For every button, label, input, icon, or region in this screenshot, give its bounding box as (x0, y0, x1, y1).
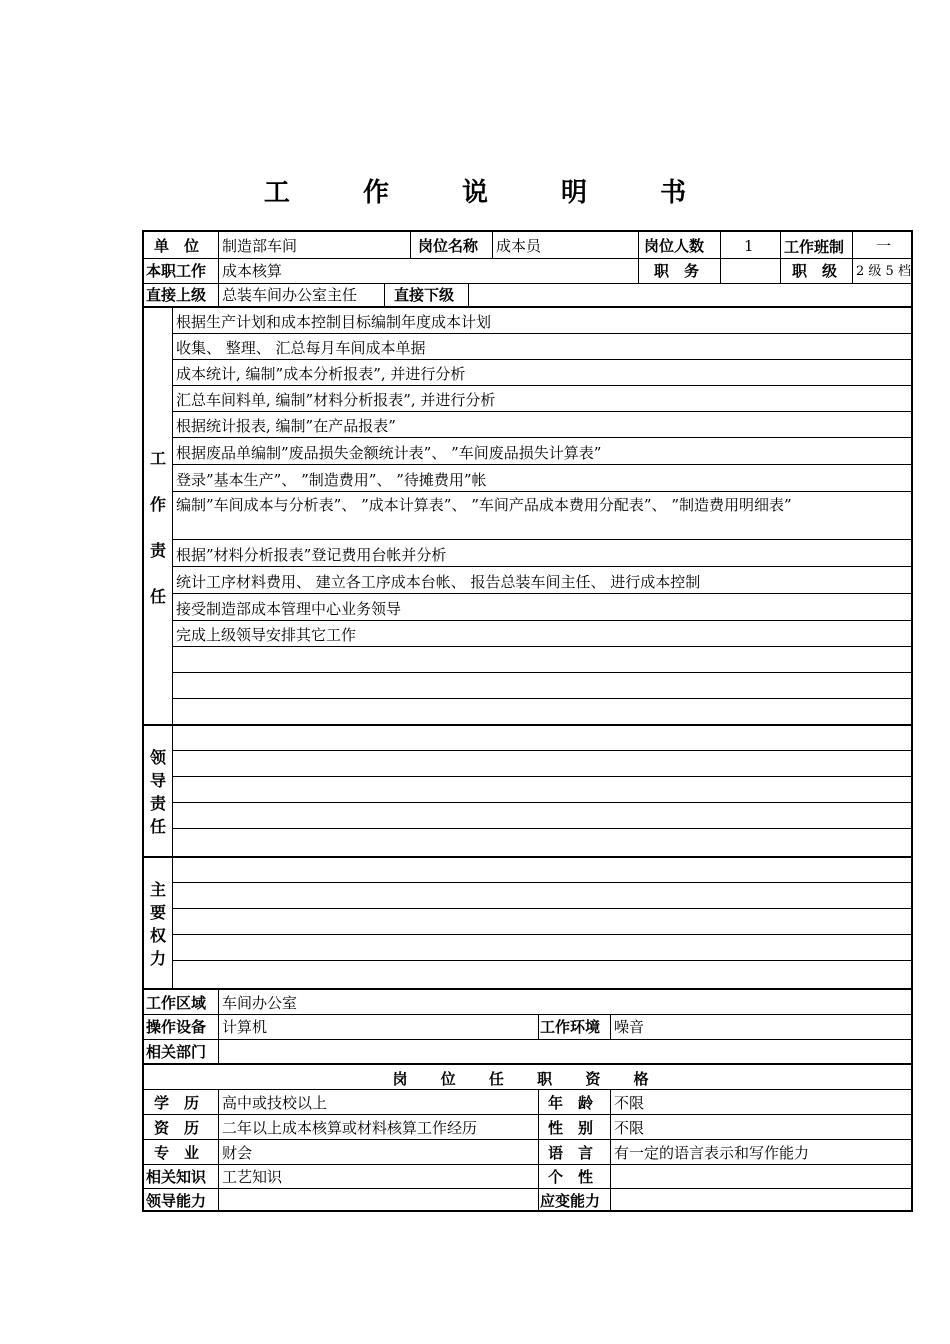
personality-label: 个 性 (548, 1168, 594, 1186)
job-value: 成本核算 (222, 262, 283, 280)
gender-label: 性 别 (548, 1119, 594, 1137)
grade-value: 2 级 5 档 (856, 264, 911, 279)
duty-item: 根据生产计划和成本控制目标编制年度成本计划 (176, 313, 492, 331)
gender-value: 不限 (614, 1119, 645, 1137)
experience-label: 资 历 (154, 1119, 200, 1137)
shift-value: 一 (876, 237, 892, 255)
duty-item: 成本统计, 编制”成本分析报表”, 并进行分析 (176, 365, 466, 383)
education-label: 学 历 (154, 1094, 200, 1112)
major-label: 专 业 (154, 1144, 200, 1162)
language-label: 语 言 (548, 1144, 594, 1162)
duty-item: 根据”材料分析报表”登记费用台帐并分析 (176, 546, 447, 564)
superior-value: 总装车间办公室主任 (222, 286, 358, 304)
post-name-label: 岗位名称 (418, 237, 479, 255)
related-dept-label: 相关部门 (146, 1043, 207, 1061)
knowledge-value: 工艺知识 (222, 1168, 283, 1186)
superior-label: 直接上级 (146, 286, 207, 304)
job-description-table (142, 230, 913, 1212)
age-value: 不限 (614, 1094, 645, 1112)
language-value: 有一定的语言表示和写作能力 (614, 1144, 810, 1162)
duty-item: 接受制造部成本管理中心业务领导 (176, 600, 402, 618)
knowledge-label: 相关知识 (146, 1168, 207, 1186)
unit-value: 制造部车间 (222, 237, 298, 255)
duty-item: 编制”车间成本与分析表”、 ”成本计算表”、 ”车间产品成本费用分配表”、 ”制造费用明细表” (176, 496, 792, 514)
duty-item: 收集、 整理、 汇总每月车间成本单据 (176, 339, 426, 357)
duty-item: 统计工序材料费用、 建立各工序成本台帐、 报告总装车间主任、 进行成本控制 (176, 573, 701, 591)
major-value: 财会 (222, 1144, 253, 1162)
responsibilities-label: 工 作 责 任 (149, 449, 166, 606)
duty-item: 完成上级领导安排其它工作 (176, 626, 357, 644)
page-title: 工 作 说 明 书 (263, 178, 719, 208)
leadership-label: 领 导 责 任 (149, 748, 166, 836)
environment-value: 噪音 (614, 1018, 645, 1036)
adaptability-label: 应变能力 (540, 1192, 601, 1210)
duty-item: 汇总车间料单, 编制”材料分析报表”, 并进行分析 (176, 391, 496, 409)
duty-item: 登录”基本生产”、 ”制造费用”、 ”待摊费用”帐 (176, 471, 487, 489)
subordinate-label: 直接下级 (394, 286, 455, 304)
duty-label: 职 务 (654, 262, 700, 280)
authority-label: 主 要 权 力 (149, 880, 166, 968)
unit-label: 单 位 (154, 237, 200, 255)
job-label: 本职工作 (146, 262, 207, 280)
equipment-label: 操作设备 (146, 1018, 207, 1036)
education-value: 高中或技校以上 (222, 1094, 328, 1112)
headcount-label: 岗位人数 (644, 237, 705, 255)
equipment-value: 计算机 (222, 1018, 268, 1036)
work-area-value: 车间办公室 (222, 994, 298, 1012)
duty-item: 根据废品单编制”废品损失金额统计表”、 ”车间废品损失计算表” (176, 444, 602, 462)
shift-label: 工作班制 (784, 238, 845, 256)
grade-label: 职 级 (792, 262, 838, 280)
age-label: 年 龄 (548, 1094, 594, 1112)
leadership-ability-label: 领导能力 (146, 1192, 207, 1210)
experience-value: 二年以上成本核算或材料核算工作经历 (222, 1119, 478, 1137)
work-area-label: 工作区域 (146, 994, 207, 1012)
environment-label: 工作环境 (540, 1018, 601, 1036)
post-name-value: 成本员 (496, 237, 542, 255)
duty-item: 根据统计报表, 编制”在产品报表” (176, 417, 396, 435)
headcount-value: 1 (744, 237, 754, 255)
qualifications-heading: 岗 位 任 职 资 格 (392, 1070, 663, 1088)
